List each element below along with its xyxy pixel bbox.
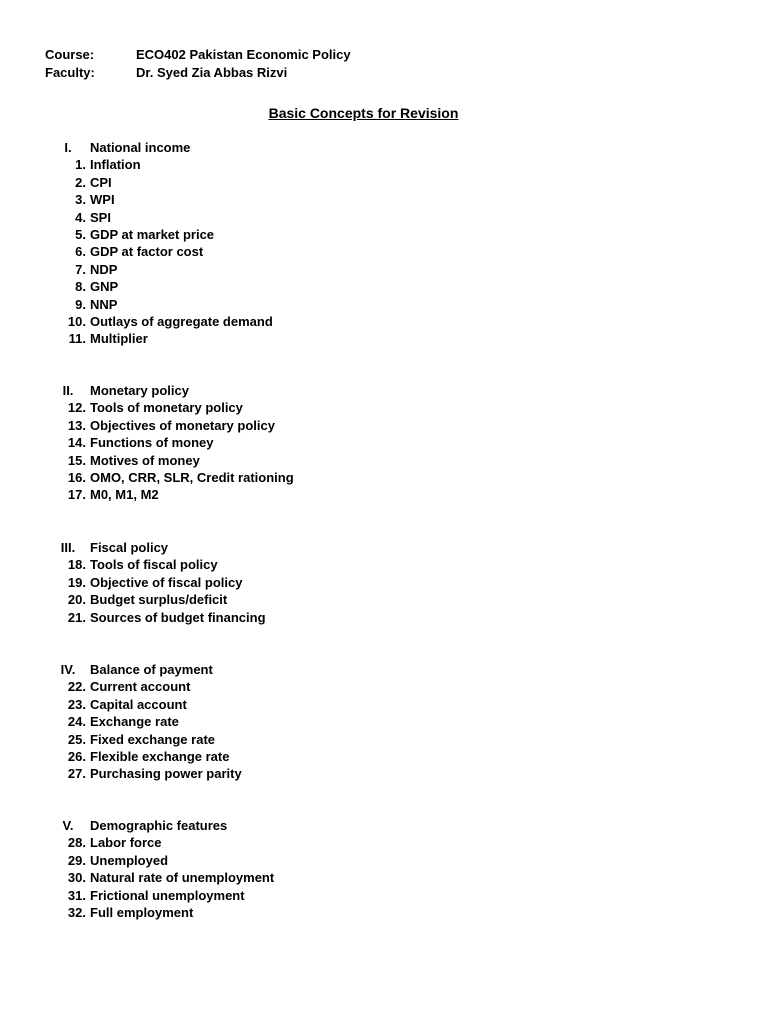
list-item-text: Outlays of aggregate demand	[90, 313, 273, 329]
course-row	[45, 47, 351, 63]
list-item-number: 13.	[67, 417, 86, 433]
list-item-number: 24.	[67, 714, 86, 730]
list-item-number: 5.	[75, 226, 86, 242]
list-item	[0, 678, 700, 695]
list-item-text: Fixed exchange rate	[90, 731, 215, 747]
list-item-text: Functions of money	[90, 435, 214, 451]
list-item	[0, 574, 700, 591]
list-item-text: Full employment	[90, 904, 194, 920]
list-item	[0, 191, 700, 208]
list-item	[0, 452, 700, 469]
section-heading-text: Fiscal policy	[90, 540, 169, 555]
section-heading	[0, 539, 700, 556]
list-item-text: Tools of monetary policy	[90, 400, 243, 416]
list-item-number: 15.	[67, 452, 86, 468]
list-item-number: 26.	[67, 748, 86, 764]
list-item-text: Inflation	[90, 157, 141, 173]
list-item-text: Flexible exchange rate	[90, 748, 230, 764]
list-item-number: 20.	[67, 592, 86, 608]
list-item	[0, 434, 700, 451]
section	[0, 661, 700, 783]
list-item-text: NDP	[90, 261, 118, 277]
list-item-number: 3.	[75, 192, 86, 208]
list-item	[0, 469, 700, 486]
list-item-text: Unemployed	[90, 852, 169, 868]
list-item	[0, 174, 700, 191]
list-item-text: Frictional unemployment	[90, 887, 245, 903]
list-item	[0, 156, 700, 173]
faculty-label: Faculty:	[45, 65, 95, 80]
list-item-number: 12.	[67, 400, 86, 416]
list-item	[0, 278, 700, 295]
faculty-value: Dr. Syed Zia Abbas Rizvi	[136, 65, 288, 80]
section-heading	[0, 139, 700, 156]
list-item-number: 18.	[67, 557, 86, 573]
list-item	[0, 486, 700, 503]
list-item-number: 19.	[67, 574, 86, 590]
section-heading-text: Monetary policy	[90, 383, 189, 398]
list-item	[0, 869, 700, 886]
list-item-text: Current account	[90, 679, 191, 695]
list-item-text: Objectives of monetary policy	[90, 417, 275, 433]
list-item-text: Objective of fiscal policy	[90, 574, 243, 590]
list-item-text: Motives of money	[90, 452, 200, 468]
list-item	[0, 226, 700, 243]
list-item-number: 16.	[67, 469, 86, 485]
list-item-text: NNP	[90, 296, 118, 312]
list-item-text: Natural rate of unemployment	[90, 870, 275, 886]
list-item-number: 17.	[67, 487, 86, 503]
list-item-text: Tools of fiscal policy	[90, 557, 218, 573]
list-item-number: 25.	[67, 731, 86, 747]
list-item-number: 8.	[75, 279, 86, 295]
list-item-number: 28.	[67, 835, 86, 851]
list-item	[0, 713, 700, 730]
list-item-text: M0, M1, M2	[90, 487, 159, 503]
section	[0, 817, 700, 921]
list-item	[0, 556, 700, 573]
list-item-text: GDP at market price	[90, 226, 215, 242]
list-item-number: 1.	[75, 157, 86, 173]
list-item-text: Multiplier	[90, 331, 148, 347]
list-item-number: 29.	[67, 852, 86, 868]
list-item	[0, 748, 700, 765]
section-heading	[0, 817, 700, 834]
list-item-text: Exchange rate	[90, 714, 179, 730]
list-item-number: 14.	[67, 435, 86, 451]
list-item-text: GDP at factor cost	[90, 244, 204, 260]
list-item-text: Purchasing power parity	[90, 766, 242, 782]
section-numeral: II.	[62, 383, 74, 398]
list-item	[0, 399, 700, 416]
list-item-text: OMO, CRR, SLR, Credit rationing	[90, 469, 294, 485]
list-item	[0, 609, 700, 626]
section	[0, 139, 700, 348]
list-item	[0, 696, 700, 713]
list-item-text: CPI	[90, 174, 112, 190]
list-item	[0, 296, 700, 313]
list-item-number: 32.	[67, 904, 86, 920]
section-heading-text: National income	[90, 140, 191, 155]
list-item	[0, 834, 700, 851]
list-item-text: SPI	[90, 209, 111, 225]
list-item	[0, 765, 700, 782]
list-item	[0, 904, 700, 921]
list-item	[0, 852, 700, 869]
course-value: ECO402 Pakistan Economic Policy	[136, 47, 351, 62]
list-item-number: 21.	[67, 609, 86, 625]
faculty-row	[45, 65, 287, 81]
list-item	[0, 261, 700, 278]
section-numeral: III.	[60, 540, 76, 555]
list-item-number: 6.	[75, 244, 86, 260]
list-item	[0, 313, 700, 330]
section-numeral: V.	[62, 818, 74, 833]
course-label: Course:	[45, 47, 95, 62]
list-item	[0, 731, 700, 748]
section-numeral: I.	[64, 140, 72, 155]
page-title: Basic Concepts for Revision	[268, 105, 459, 121]
list-item-number: 10.	[67, 313, 86, 329]
section-numeral: IV.	[60, 662, 76, 677]
list-item-text: Budget surplus/deficit	[90, 592, 228, 608]
list-item-number: 9.	[75, 296, 86, 312]
list-item-number: 2.	[75, 174, 86, 190]
list-item-number: 7.	[75, 261, 86, 277]
list-item-number: 4.	[75, 209, 86, 225]
section	[0, 539, 700, 626]
list-item	[0, 887, 700, 904]
list-item	[0, 330, 700, 347]
list-item-number: 30.	[67, 870, 86, 886]
list-item-text: Sources of budget financing	[90, 609, 266, 625]
list-item	[0, 243, 700, 260]
section-heading-text: Balance of payment	[90, 662, 213, 677]
list-item-number: 23.	[67, 696, 86, 712]
list-item-number: 27.	[67, 766, 86, 782]
section-heading	[0, 382, 700, 399]
list-item-number: 11.	[68, 331, 86, 347]
list-item-text: Capital account	[90, 696, 187, 712]
list-item-text: GNP	[90, 279, 119, 295]
list-item-text: Labor force	[90, 835, 162, 851]
section-heading	[0, 661, 700, 678]
list-item	[0, 591, 700, 608]
list-item	[0, 417, 700, 434]
section	[0, 382, 700, 504]
list-item-number: 31.	[67, 887, 86, 903]
section-heading-text: Demographic features	[90, 818, 228, 833]
list-item	[0, 209, 700, 226]
list-item-text: WPI	[90, 192, 115, 208]
list-item-number: 22.	[67, 679, 86, 695]
